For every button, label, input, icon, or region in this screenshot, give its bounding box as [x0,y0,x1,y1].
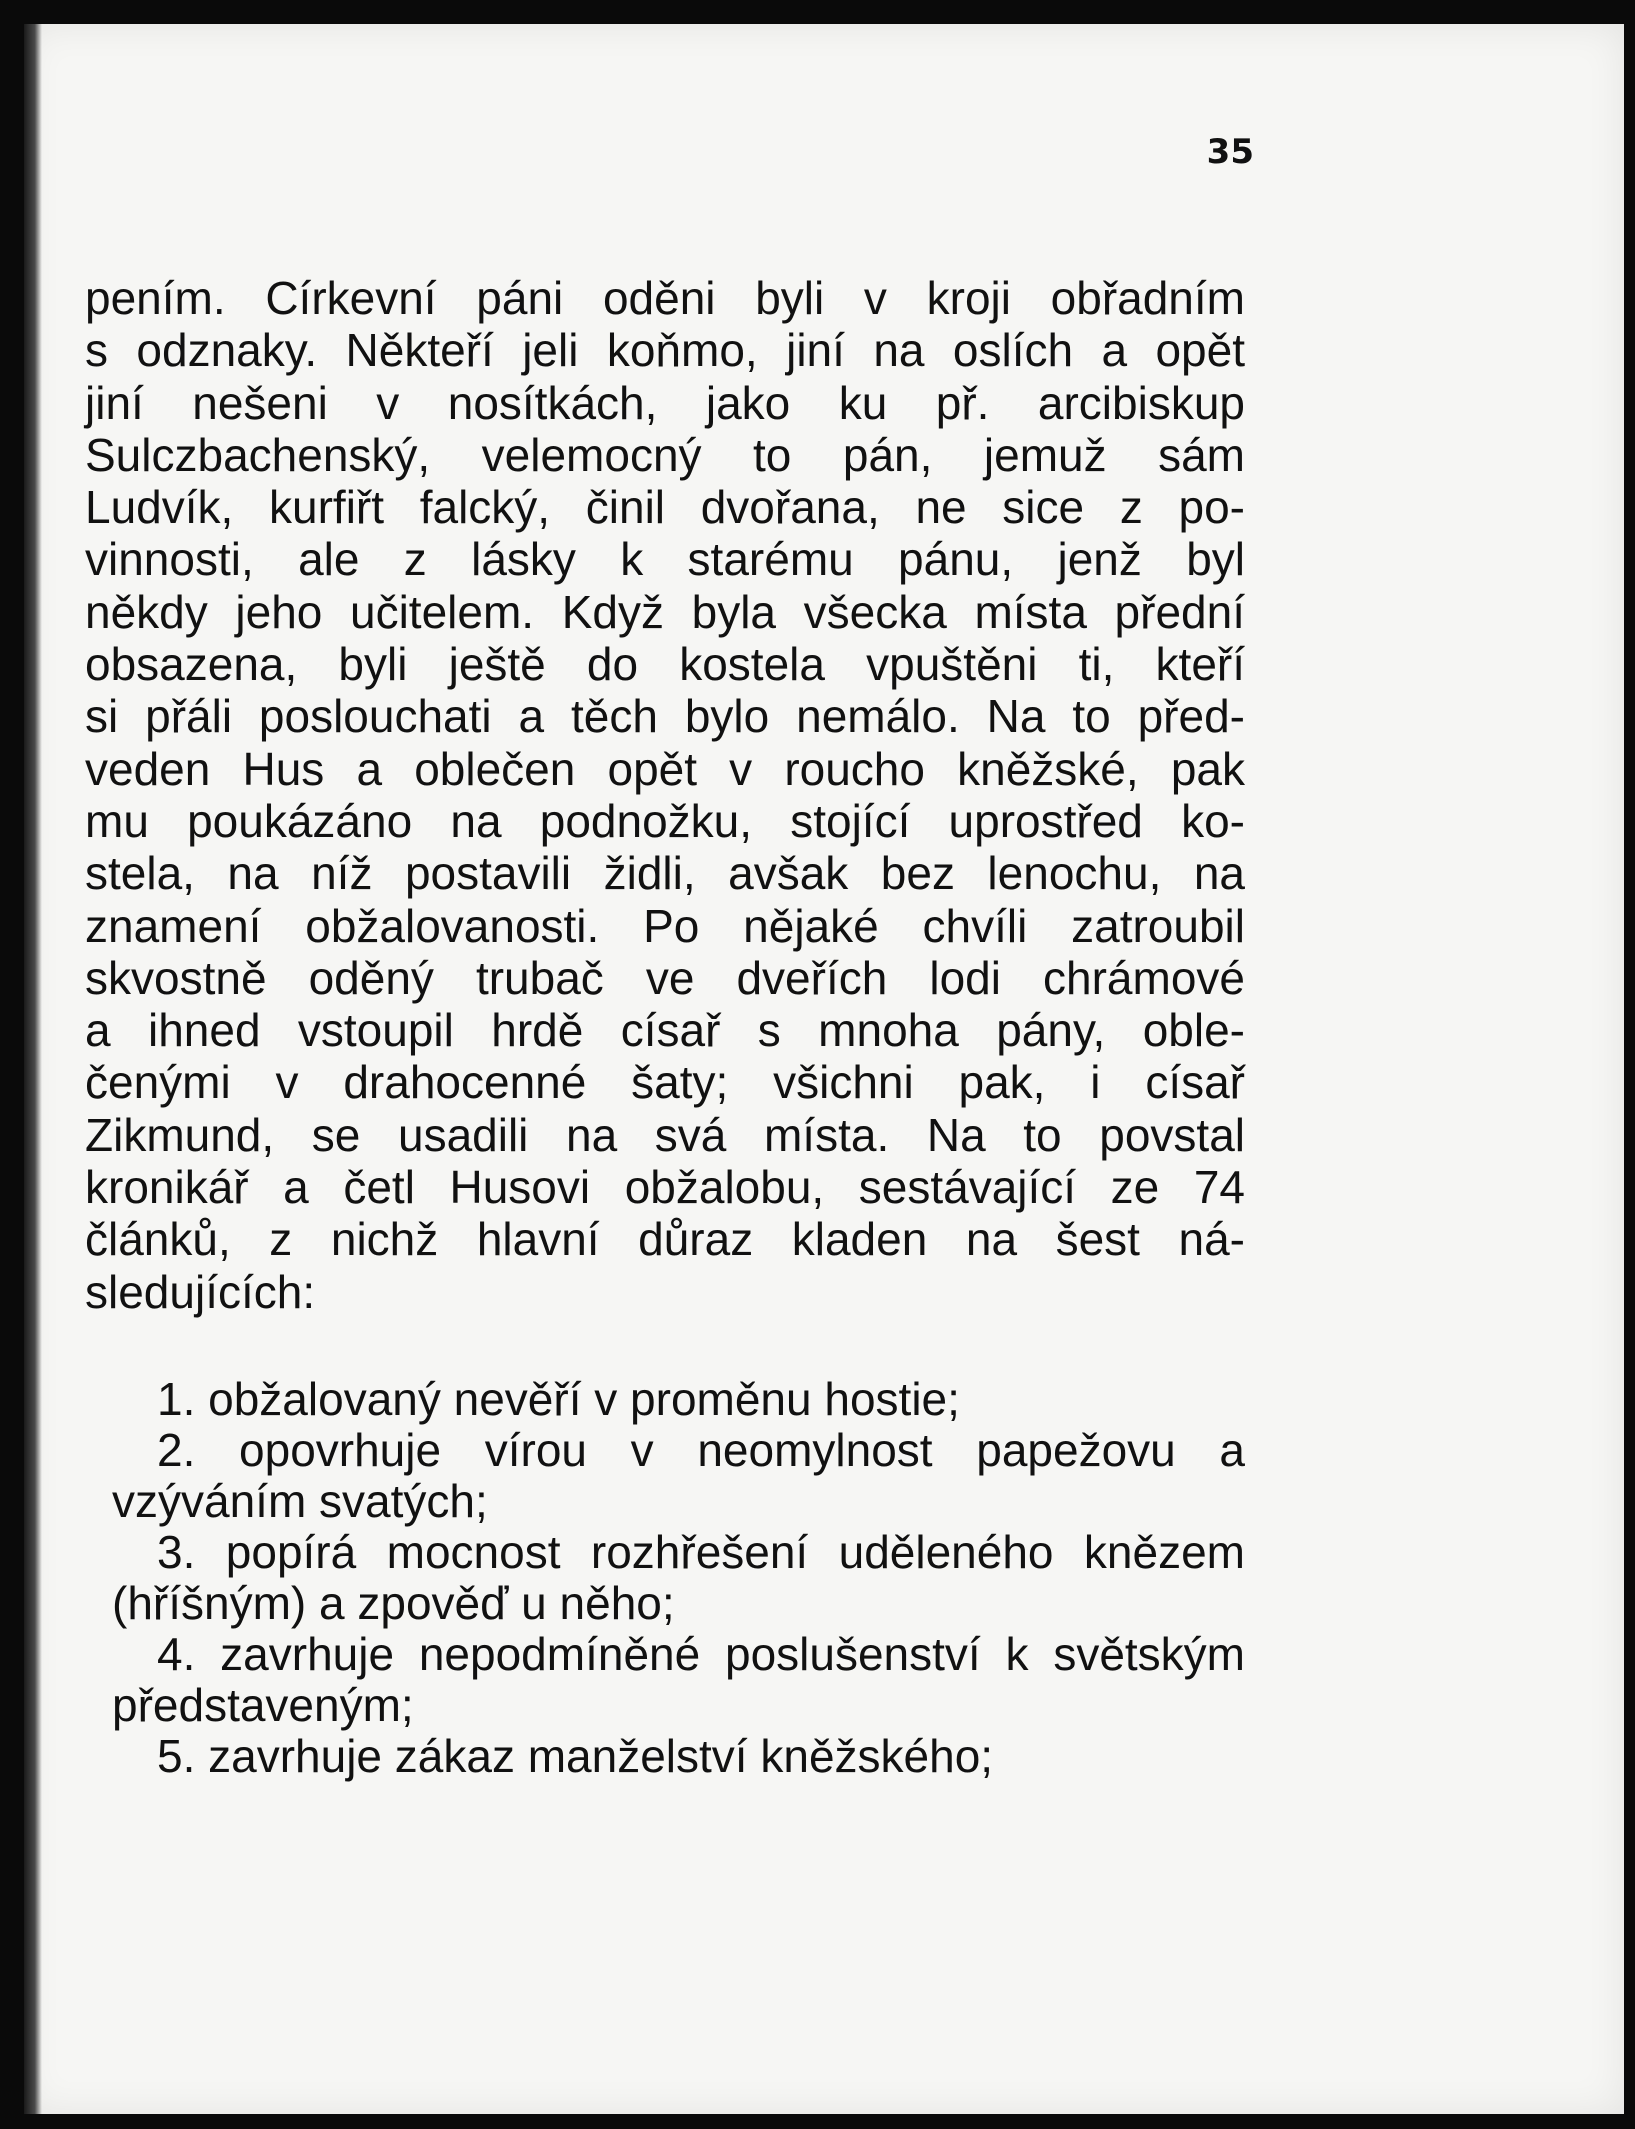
list-item-continuation: představeným; [112,1679,414,1731]
text-line: stela, na níž postavili židli, avšak bez lenochu, na [85,847,1245,900]
text-line: pením. Církevní páni oděni byli v kroji obřadním [85,272,1245,324]
list-item: 2. opovrhuje vírou v neomylnost papežovu a [157,1424,1245,1476]
text-line: skvostně oděný trubač ve dveřích lodi chrámové [85,951,1245,1004]
list-item-continuation: vzýváním svatých; [112,1475,488,1527]
text-line: článků, z nichž hlavní důraz kladen na šest ná- [85,1213,1245,1266]
text-line: jiní nešeni v nosítkách, jako ku př. arcibiskup [85,376,1245,429]
book-page [24,24,1624,2114]
text-line: si přáli poslouchati a těch bylo nemálo. Na to před- [85,690,1245,743]
text-line: veden Hus a oblečen opět v roucho kněžské, pak [85,742,1245,795]
list-item: 4. zavrhuje nepodmíněné poslušenství k světským [157,1628,1245,1680]
list-item-continuation: (hříšným) a zpověď u něho; [112,1577,675,1629]
text-line: Ludvík, kurfiřt falcký, činil dvořana, ne sice z po- [85,481,1245,534]
text-line: a ihned vstoupil hrdě císař s mnoha pány, oble- [85,1004,1245,1057]
text-line: vinnosti, ale z lásky k starému pánu, jenž byl [85,533,1245,586]
accusation-list [112,1374,1245,1782]
page-number: 35 [1206,132,1254,172]
text-line: mu poukázáno na podnožku, stojící uprostřed ko- [85,794,1245,847]
list-item: 1. obžalovaný nevěří v proměnu hostie; [157,1373,960,1425]
text-line: znamení obžalovanosti. Po nějaké chvíli zatroubil [85,899,1245,952]
list-item: 5. zavrhuje zákaz manželství kněžského; [157,1730,994,1782]
text-line: Sulczbachenský, velemocný to pán, jemuž sám [85,428,1245,481]
list-item: 3. popírá mocnost rozhřešení uděleného knězem [157,1526,1245,1578]
text-line: s odznaky. Někteří jeli koňmo, jiní na oslích a opět [85,324,1245,377]
book-spine-edge [24,24,42,2114]
text-line: sledujících: [85,1265,316,1318]
text-line: obsazena, byli ještě do kostela vpuštěni ti, kteří [85,638,1245,691]
text-line: kronikář a četl Husovi obžalobu, sestávající ze 74 [85,1161,1245,1214]
text-line: Zikmund, se usadili na svá místa. Na to povstal [85,1108,1245,1161]
text-line: někdy jeho učitelem. Když byla všecka místa přední [85,585,1245,638]
paragraph [85,272,1245,1318]
text-line: čenými v drahocenné šaty; všichni pak, i císař [85,1056,1245,1109]
